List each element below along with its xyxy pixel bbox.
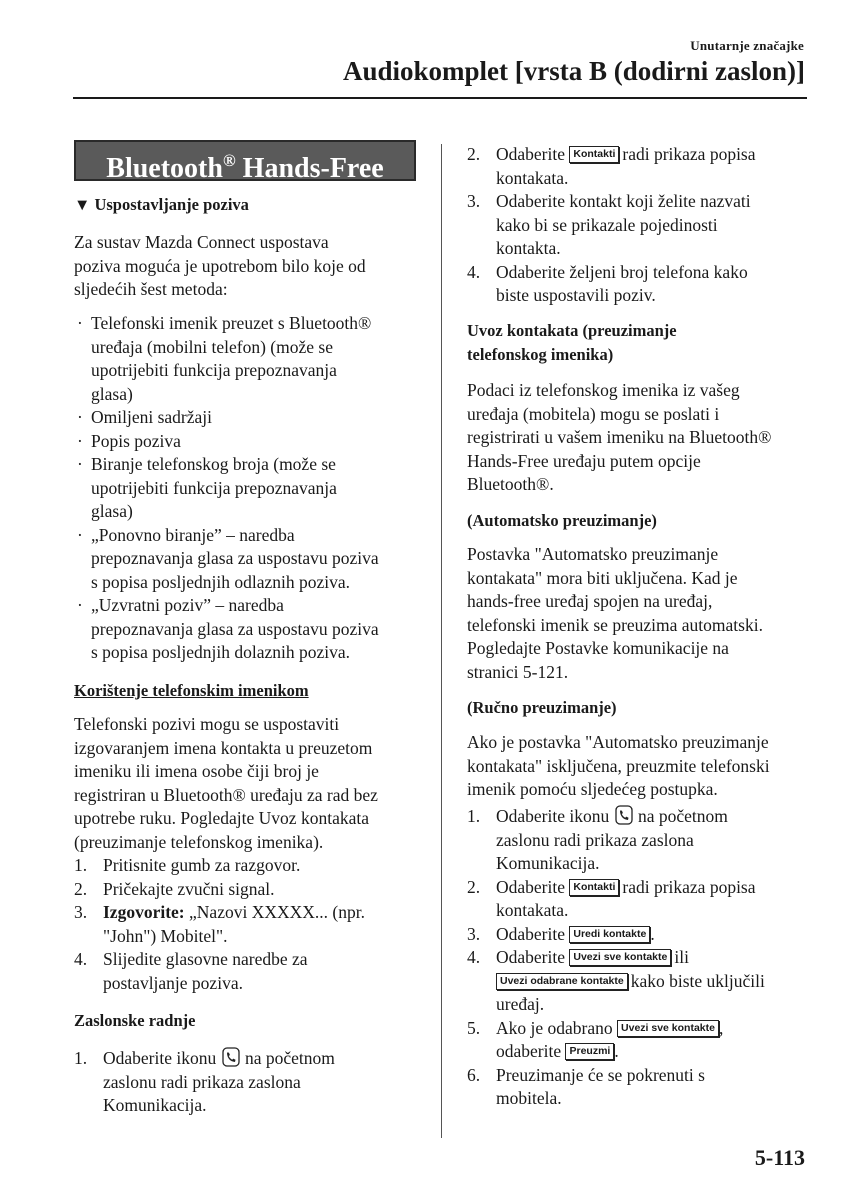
list-item: 4. Slijedite glasovne naredbe za postavljanje poziva. [74, 949, 308, 993]
section-tag: Bluetooth® Hands-Free [74, 140, 416, 181]
section-heading-calls: ▼ Uspostavljanje poziva [74, 195, 249, 214]
subheading-import: Uvoz kontakata (preuzimanje telefonskog imenika) [467, 321, 677, 364]
list-item: 4. Odaberite Uvezi sve kontakte ili Uvezi odabrane kontakte kako biste uključili uređaj. [467, 947, 765, 1014]
phone-icon [222, 1047, 240, 1067]
methods-list [74, 312, 422, 665]
list-item: · Popis poziva [74, 430, 422, 454]
list-item: · Omiljeni sadržaji [74, 406, 422, 430]
download-button[interactable]: Preuzmi [565, 1043, 614, 1060]
list-item: 3. Odaberite kontakt koji želite nazvati kako bi se prikazale pojedinosti kontakta. [467, 191, 751, 258]
list-item: · „Uzvratni poziv” – naredba prepoznavanja glasa za uspostavu poziva s popisa posljednjih dolaznih poziva. [74, 594, 422, 665]
list-item: 6. Preuzimanje će se pokrenuti s mobitela. [467, 1064, 705, 1108]
list-item: 1. Odaberite ikonu na početnom zaslonu radi prikaza zaslona Komunikacija. [467, 806, 728, 873]
list-item: 4. Odaberite željeni broj telefona kako biste uspostavili poziv. [467, 261, 748, 305]
phonebook-paragraph: Telefonski pozivi mogu se uspostaviti izgovaranjem imena kontakta u preuzetom imeniku ili imena osobe čiji broj je registriran u Bluetooth® uređaju za rad bez upotrebe ruku. Pogledajte Uvoz kontakata (preuzimanje telefonskog imenika). [74, 714, 378, 852]
phone-icon [615, 805, 633, 825]
import-all-contacts-button[interactable]: Uvezi sve kontakte [617, 1020, 719, 1037]
page-title: Audiokomplet [vrsta B (dodirni zaslon)] [342, 56, 805, 86]
manual-steps [467, 805, 813, 1111]
list-item: 2. Odaberite Kontakti radi prikaza popisa kontakata. [467, 876, 756, 920]
column-divider [441, 144, 442, 1138]
import-selected-contacts-button[interactable]: Uvezi odabrane kontakte [496, 973, 628, 990]
list-item: · Biranje telefonskog broja (može se upotrijebiti funkcija prepoznavanja glasa) [74, 453, 422, 524]
subheading-manual: (Ručno preuzimanje) [467, 698, 617, 717]
list-item: 5. Ako je odabrano Uvezi sve kontakte , odaberite Preuzmi . [467, 1017, 724, 1061]
import-paragraph: Podaci iz telefonskog imenika iz vašeg uređaja (mobitela) mogu se poslati i registrirati u vašem imeniku na Bluetooth® Hands-Free uređaju putem opcije Bluetooth®. [467, 380, 772, 494]
edit-contacts-button[interactable]: Uredi kontakte [569, 926, 650, 943]
list-item: · Telefonski imenik preuzet s Bluetooth® uređaja (mobilni telefon) (može se upotrijebiti funkcija prepoznavanja glasa) [74, 312, 422, 406]
screen-steps-continued [467, 143, 813, 308]
list-item: 3. Izgovorite: „Nazovi XXXXX... (npr. "John") Mobitel". [74, 902, 365, 946]
list-item: 2. Odaberite Kontakti radi prikaza popisa kontakata. [467, 144, 756, 188]
subheading-auto: (Automatsko preuzimanje) [467, 511, 657, 530]
page-number: 5-113 [754, 1145, 805, 1170]
contacts-button[interactable]: Kontakti [569, 146, 619, 163]
header-divider [73, 97, 807, 99]
import-all-contacts-button[interactable]: Uvezi sve kontakte [569, 949, 671, 966]
auto-paragraph: Postavka "Automatsko preuzimanje kontakata" mora biti uključena. Kad je hands-free uređaj spojen na uređaj, telefonski imenik se preuzima automatski. Pogledajte Postavke komunikacije na stranici 5-121. [467, 544, 763, 682]
list-item: 3. Odaberite Uredi kontakte . [467, 923, 655, 944]
contacts-button[interactable]: Kontakti [569, 879, 619, 896]
manual-paragraph: Ako je postavka "Automatsko preuzimanje kontakata" isključena, preuzmite telefonski imenik pomoću sljedećeg postupka. [467, 732, 770, 799]
list-item: 1. Pritisnite gumb za razgovor. [74, 855, 301, 875]
chapter-label: Unutarnje značajke [690, 38, 804, 53]
intro-paragraph: Za sustav Mazda Connect uspostava poziva moguća je upotrebom bilo koje od sljedećih šest metoda: [74, 232, 366, 299]
list-item: 2. Pričekajte zvučni signal. [74, 878, 275, 899]
voice-steps [74, 854, 422, 995]
list-item: 1. Odaberite ikonu na početnom zaslonu radi prikaza zaslona Komunikacija. [74, 1048, 335, 1115]
list-item: · „Ponovno biranje” – naredba prepoznavanja glasa za uspostavu poziva s popisa posljednjih odlaznih poziva. [74, 524, 422, 595]
screen-steps [74, 1047, 422, 1118]
subheading-phonebook: Korištenje telefonskim imenikom [74, 681, 309, 700]
subheading-screen: Zaslonske radnje [74, 1011, 196, 1030]
